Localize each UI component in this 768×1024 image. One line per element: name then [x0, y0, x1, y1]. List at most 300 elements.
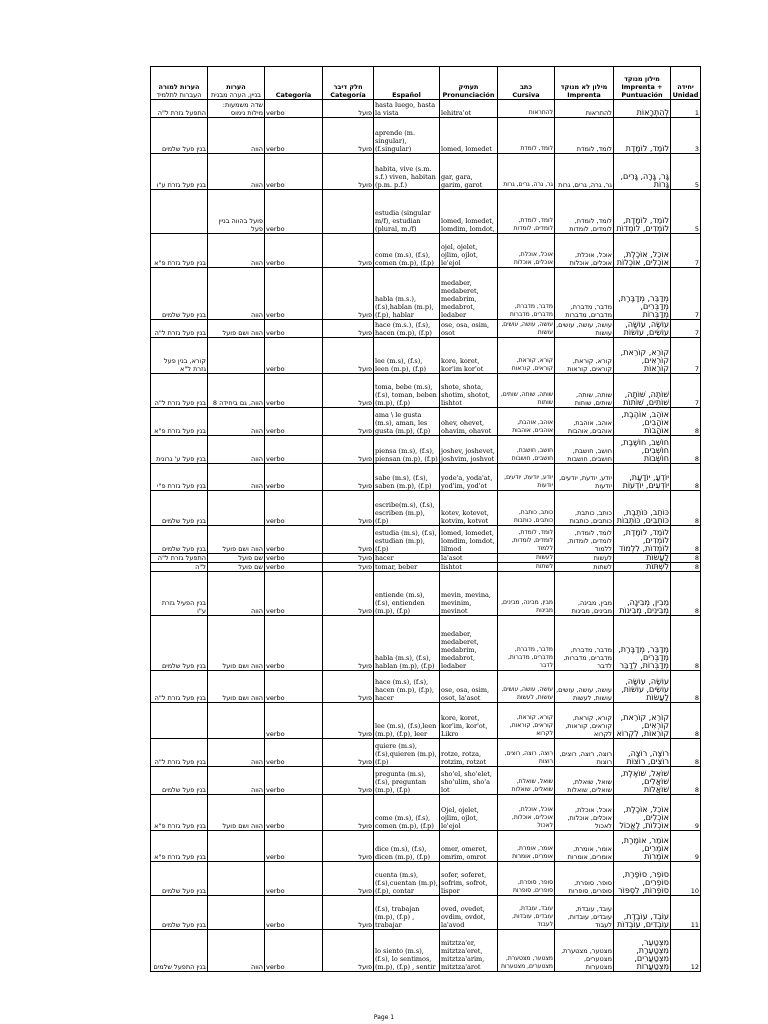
cell-pronunciation: shote, shota, shotim, shotot, lishtot: [440, 374, 498, 408]
cell-cursive: להתראות: [498, 100, 555, 118]
cell-cursive: חושב, חושבת, חושבים, חושבות: [498, 436, 555, 464]
cell-pronunciation: yode'a, yoda'at, yod'im, yod'ot: [440, 464, 498, 491]
cell-cursive: מצטער, מצטערת, מצטערים, מצטערות: [498, 930, 555, 972]
cell-notes2: הווה: [208, 739, 265, 767]
cell-cursive: מדבר, מדברת, מדברים, מדברות, לדבר: [498, 616, 555, 671]
cell-pronunciation: rotze, rotza, rotzim, rotzot: [440, 739, 498, 767]
cell-category: verbo: [265, 320, 323, 338]
cell-category: verbo: [265, 464, 323, 491]
cell-imprenta: לומד, לומדת, לומדים, לומדות, ללמוד: [555, 526, 614, 554]
cell-pronunciation: medaber, medaberet, medabrim, medabrot, ledaber: [440, 268, 498, 320]
cell-category: verbo: [265, 563, 323, 572]
cell-notes2: הווה: [208, 268, 265, 320]
table-row: [151, 671, 701, 703]
cell-pos: פועל: [323, 268, 374, 320]
cell-cursive: עובד, עובדת, עובדים, עובדות, לעבוד: [498, 896, 555, 930]
table-row: [151, 338, 701, 374]
table-row: [151, 795, 701, 831]
cell-spanish: pregunta (m.s), (f.s), preguntan (m.p), (f.p): [374, 767, 440, 795]
cell-notes2: פועל בהווה בניין פעל: [208, 190, 265, 234]
cell-category: verbo: [265, 190, 323, 234]
cell-notes: בנין פעל שלמים: [151, 526, 208, 554]
cell-spanish: come (m.s), (f.s), comen (m.p), (f.p): [374, 795, 440, 831]
cell-pos: פועל: [323, 739, 374, 767]
cell-spanish: cuenta (m.s), (f.s),cuentan (m.p), (f.p), contar: [374, 862, 440, 896]
table-row: [151, 374, 701, 408]
cell-puntuacion: לוֹמֵד, לוֹמֶדֶת, לוֹמְדִים, לוֹמְדוֹת, לִלְמוֹד: [614, 526, 671, 554]
cell-puntuacion: גָּר, גָּרָה, גָּרִים, גָּרוֹת: [614, 154, 671, 190]
cell-imprenta: כותב, כותבת, כותבים, כותבות: [555, 491, 614, 526]
cell-imprenta: אוכל, אוכלת, אוכלים, אוכלות: [555, 234, 614, 268]
cell-pos: פועל: [323, 491, 374, 526]
cell-pronunciation: omer, omeret, omrim, omrot: [440, 831, 498, 862]
cell-spanish: estudia (m.s), (f.s), estudian (m.p), (f.p): [374, 526, 440, 554]
cell-cursive: לומד, לומדת, לומדים, לומדות, ללמוד: [498, 526, 555, 554]
cell-notes: בנין פעל גזרת פ"א: [151, 408, 208, 436]
cell-unidad: 7: [671, 234, 701, 268]
table-row: [151, 616, 701, 671]
cell-notes2: הווה ושם פועל: [208, 526, 265, 554]
cell-imprenta: עובד, עובדת, עובדים, עובדות, לעבוד: [555, 896, 614, 930]
cell-notes: בנין פעל גזרת ע"ו: [151, 154, 208, 190]
cell-cursive: קורא, קוראת, קוראים, קוראות, לקרוא: [498, 703, 555, 739]
cell-pronunciation: joshev, joshevet, joshvim, joshvot: [440, 436, 498, 464]
cell-puntuacion: אוֹמֵר, אוֹמֶרֶת, אוֹמְרִים, אוֹמְרוֹת: [614, 831, 671, 862]
cell-unidad: 5: [671, 190, 701, 234]
cell-notes: בנין פעל ע' גרונית: [151, 436, 208, 464]
cell-category: verbo: [265, 671, 323, 703]
cell-spanish: hacer: [374, 554, 440, 563]
cell-pronunciation: lehitra'ot: [440, 100, 498, 118]
cell-pronunciation: oved, ovedet, ovdim, ovdot, la'avod: [440, 896, 498, 930]
table-row: [151, 320, 701, 338]
cell-notes2: הווה: [208, 408, 265, 436]
cell-puntuacion: אוֹכֵל, אוֹכֶלֶת, אוֹכְלִים, אוֹכְלוֹת, לֶאֱכוֹל: [614, 795, 671, 831]
cell-category: verbo: [265, 154, 323, 190]
cell-imprenta: שותה, שותה, שותים, שותות: [555, 374, 614, 408]
cell-unidad: 8: [671, 563, 701, 572]
cell-unidad: 9: [671, 831, 701, 862]
cell-category: verbo: [265, 268, 323, 320]
cell-category: verbo: [265, 374, 323, 408]
cell-category: verbo: [265, 491, 323, 526]
cell-notes2: הווה, גם ביחידה 8: [208, 374, 265, 408]
cell-pronunciation: kore, koret, kor'im kor'ot: [440, 338, 498, 374]
cell-notes2: שדה משמעות: מילות נימוס: [208, 100, 265, 118]
cell-unidad: 9: [671, 795, 701, 831]
cell-cursive: שותה, שותה, שותים, שותות: [498, 374, 555, 408]
cell-category: verbo: [265, 526, 323, 554]
cell-puntuacion: מְדַבֵּר, מְדַבֶּרֶת, מְדַבְּרִים, מְדַבְּרוֹת, לְדַבֵּר: [614, 616, 671, 671]
cell-category: verbo: [265, 862, 323, 896]
cell-imprenta: גר, גרה, גרים, גרות: [555, 154, 614, 190]
cell-unidad: 7: [671, 320, 701, 338]
table-row: [151, 154, 701, 190]
cell-spanish: quiere (m.s), (f.s),quieren (m.p), (f.p): [374, 739, 440, 767]
cell-spanish: (f.s), trabajan (m.p), (f.p) , trabajar: [374, 896, 440, 930]
cell-spanish: dice (m.s), (f.s), dicen (m.p), (f.p): [374, 831, 440, 862]
cell-notes2: הווה: [208, 436, 265, 464]
cell-unidad: 7: [671, 338, 701, 374]
cell-unidad: 5: [671, 154, 701, 190]
cell-spanish: lee (m.s), (f.s), leen (m.p), (f.p): [374, 338, 440, 374]
cell-notes2: הווה: [208, 118, 265, 154]
page-footer: Page 1: [373, 1014, 395, 1021]
table-row: [151, 862, 701, 896]
cell-puntuacion: עוֹבֵד, עוֹבֶדֶת, עוֹבְדִים, עוֹבְדוֹת: [614, 896, 671, 930]
cell-spanish: aprende (m. singular), (f.singular): [374, 118, 440, 154]
cell-unidad: 8: [671, 491, 701, 526]
cell-category: verbo: [265, 831, 323, 862]
cell-pos: פועל: [323, 554, 374, 563]
cell-pos: [323, 190, 374, 234]
cell-puntuacion: כּוֹתֵב, כּוֹתֶבֶת, כּוֹתְבִים, כּוֹתְבוֹת: [614, 491, 671, 526]
table-row: [151, 234, 701, 268]
cell-category: verbo: [265, 896, 323, 930]
cell-imprenta: מדבר, מדברת, מדברים, מדברות, לדבר: [555, 616, 614, 671]
cell-category: verbo: [265, 118, 323, 154]
cell-spanish: estudia (singular m/f), estudian (plural, m./f): [374, 190, 440, 234]
cell-pronunciation: Ojel, ojelet, ojlim, ojlot, le'ejol: [440, 795, 498, 831]
cell-spanish: lee (m.s), (f.s),leen (m.p), (f.p), leer: [374, 703, 440, 739]
cell-puntuacion: שׁוֹתֶה, שׁוֹתָה, שׁוֹתִים, שׁוֹתוֹת: [614, 374, 671, 408]
cell-cursive: סופר, סופרת, סופרים, סופרות: [498, 862, 555, 896]
cell-unidad: 10: [671, 862, 701, 896]
cell-pos: פועל: [323, 234, 374, 268]
cell-notes2: הווה ושם פועל: [208, 795, 265, 831]
table-row: [151, 739, 701, 767]
cell-spanish: tomar, beber: [374, 563, 440, 572]
cell-unidad: 8: [671, 526, 701, 554]
cell-imprenta: שואל, שואלת, שואלים, שואלות: [555, 767, 614, 795]
cell-notes2: הווה: [208, 234, 265, 268]
cell-pos: פועל: [323, 154, 374, 190]
cell-spanish: come (m.s), (f.s), comen (m.p), (f.p): [374, 234, 440, 268]
header-unidad: יחידה Unidad: [671, 67, 701, 100]
cell-spanish: ama \ le gusta (m.s), aman, les gusta (m.p), (f.p): [374, 408, 440, 436]
cell-category: verbo: [265, 572, 323, 616]
cell-unidad: 12: [671, 930, 701, 972]
cell-pronunciation: sho'el, sho'elet, sho'ulim, sho'a lot: [440, 767, 498, 795]
cell-pos: פועל: [323, 896, 374, 930]
cell-spanish: piensa (m.s), (f.s), piensan (m.p), (f.p): [374, 436, 440, 464]
cell-category: verbo: [265, 739, 323, 767]
cell-category: verbo: [265, 554, 323, 563]
cell-imprenta: מצטער, מצטערת, מצטערים, מצטערות: [555, 930, 614, 972]
cell-pronunciation: ose, osa, osim, osot: [440, 320, 498, 338]
cell-unidad: 8: [671, 464, 701, 491]
cell-pronunciation: ojel, ojelet, ojlim, ojlot, le'ejol: [440, 234, 498, 268]
table-row: [151, 268, 701, 320]
cell-puntuacion: קוֹרֵא, קוֹרֵאת, קוֹרְאִים, קוֹרְאוֹת, לִקְרוֹא: [614, 703, 671, 739]
cell-notes: בנין פעל שלמים: [151, 268, 208, 320]
cell-puntuacion: מְדַבֵּר, מְדַבֶּרֶת, מְדַבְּרִים, מְדַבְּרוֹת: [614, 268, 671, 320]
cell-puntuacion: שׁוֹאֵל, שׁוֹאֶלֶת, שׁוֹאֲלִים, שׁוֹאֲלוֹת: [614, 767, 671, 795]
cell-puntuacion: לְהִתְרָאוֹת: [614, 100, 671, 118]
cell-unidad: 8: [671, 739, 701, 767]
header-category: Categoría: [265, 67, 323, 100]
cell-notes2: [208, 338, 265, 374]
cell-pronunciation: medaber, medaberet, medabrim, medabrot, ledaber: [440, 616, 498, 671]
cell-notes2: [208, 862, 265, 896]
cell-unidad: 11: [671, 896, 701, 930]
cell-cursive: כותב, כותבת, כותבים, כותבות: [498, 491, 555, 526]
cell-category: verbo: [265, 338, 323, 374]
cell-unidad: 8: [671, 703, 701, 739]
cell-unidad: 1: [671, 100, 701, 118]
cell-spanish: lo siento (m.s), (f.s), lo sentimos, (m.p), (f.p) , sentir: [374, 930, 440, 972]
cell-cursive: אוהב, אוהבת, אוהבים, אוהבות: [498, 408, 555, 436]
cell-notes: התפעל גזרת ל"ה: [151, 100, 208, 118]
cell-pos: פועל: [323, 338, 374, 374]
cell-notes: ל"ה: [151, 563, 208, 572]
cell-puntuacion: קוֹרֵא, קוֹרֵאת, קוֹרְאִים, קוֹרְאוֹת: [614, 338, 671, 374]
cell-pronunciation: ohev, ohevet, ohavim, ohavot: [440, 408, 498, 436]
cell-imprenta: רוצה, רוצה, רוצים, רוצות: [555, 739, 614, 767]
cell-cursive: לומד, לומדת, לומדים, לומדות: [498, 190, 555, 234]
cell-pos: פועל: [323, 767, 374, 795]
cell-pronunciation: ose, osa, osim, osot, la'asot: [440, 671, 498, 703]
cell-pos: פועל: [323, 862, 374, 896]
cell-pos: פועל: [323, 703, 374, 739]
cell-notes2: הווה: [208, 464, 265, 491]
cell-unidad: 8: [671, 408, 701, 436]
cell-spanish: hasta luego, hasta la vista: [374, 100, 440, 118]
table-row: [151, 436, 701, 464]
cell-puntuacion: חוֹשֵׁב, חוֹשֶׁבֶת, חוֹשְׁבִים, חוֹשְׁבוֹת: [614, 436, 671, 464]
cell-imprenta: סופר, סופרת, סופרים, סופרות: [555, 862, 614, 896]
cell-pos: פועל: [323, 572, 374, 616]
cell-notes: [151, 190, 208, 234]
cell-spanish: hace (m.s.), (f.s), hacen (m.p), (f.p): [374, 320, 440, 338]
cell-imprenta: אוכל, אוכלת, אוכלים, אוכלות, לאכול: [555, 795, 614, 831]
cell-notes: בנין פעל גזרת פ"א: [151, 795, 208, 831]
table-row: [151, 464, 701, 491]
cell-pos: פועל: [323, 563, 374, 572]
cell-puntuacion: יוֹדֵעַ, יוֹדַעַת, יוֹדְעִים, יוֹדְעוֹת: [614, 464, 671, 491]
cell-spanish: sabe (m.s), (f.s), saben (m.p), (f.p): [374, 464, 440, 491]
cell-notes2: [208, 896, 265, 930]
cell-pronunciation: lomed, lomedet, lomdim, lomdot,: [440, 190, 498, 234]
cell-imprenta: להתראות: [555, 100, 614, 118]
cell-puntuacion: אוֹהֵב, אוֹהֶבֶת, אוֹהֲבִים, אוֹהֲבוֹת: [614, 408, 671, 436]
cell-pos: פועל: [323, 831, 374, 862]
cell-puntuacion: מִצְטַעֵר, מִצְטַעֶרֶת, מִצְטַעֲרִים, מִצְטַעֲרוֹת: [614, 930, 671, 972]
cell-notes: בנין הפעיל גזרת ע"ו: [151, 572, 208, 616]
cell-unidad: 8: [671, 436, 701, 464]
cell-puntuacion: עוֹשֶׂה, עוֹשָׂה, עוֹשִׂים, עוֹשׂוֹת: [614, 320, 671, 338]
cell-cursive: לומד, לומדת: [498, 118, 555, 154]
table-row: [151, 491, 701, 526]
cell-pronunciation: mevin, mevina, mevinim, mevinot: [440, 572, 498, 616]
cell-pronunciation: lomed, lomedet, lomdim, lomdot, lilmod: [440, 526, 498, 554]
table-row: [151, 930, 701, 972]
header-puntuacion: מילון מנוקד Imprenta + Puntuación: [614, 67, 671, 100]
cell-unidad: 8: [671, 767, 701, 795]
cell-notes: בנין פעל גזרת פ"י: [151, 464, 208, 491]
table-body: [151, 100, 701, 972]
cell-unidad: 7: [671, 374, 701, 408]
cell-pos: פועל: [323, 671, 374, 703]
vocabulary-table: [150, 66, 701, 972]
cell-pos: פועל: [323, 374, 374, 408]
cell-notes2: הווה ושם פועל: [208, 671, 265, 703]
cell-imprenta: אוהב, אוהבת, אוהבים, אוהבות: [555, 408, 614, 436]
cell-pos: פועל: [323, 616, 374, 671]
cell-notes: התפעל גזרת ל"ה: [151, 554, 208, 563]
cell-spanish: habla (m.s.), (f.s),hablan (m.p), (f.p), hablar: [374, 268, 440, 320]
cell-spanish: toma, bebe (m.s), (f.s), toman, beben (m.p), (f.p): [374, 374, 440, 408]
cell-cursive: אוכל, אוכלת, אוכלים, אוכלות: [498, 234, 555, 268]
table-row: [151, 118, 701, 154]
header-pos: חלק דיבר Categoría: [323, 67, 374, 100]
cell-cursive: עושה, עושה, עושים, עושות: [498, 320, 555, 338]
cell-pos: פועל: [323, 118, 374, 154]
cell-imprenta: מדבר, מדברת, מדברים, מדברות: [555, 268, 614, 320]
cell-notes2: שם פועל: [208, 563, 265, 572]
cell-pos: פועל: [323, 320, 374, 338]
cell-cursive: לעשות: [498, 554, 555, 563]
table-row: [151, 831, 701, 862]
cell-pronunciation: lishtot: [440, 563, 498, 572]
cell-notes2: [208, 491, 265, 526]
table-row: [151, 563, 701, 572]
cell-notes2: הווה: [208, 572, 265, 616]
cell-imprenta: עושה, עושה, עושים, עושות, לעשות: [555, 671, 614, 703]
cell-imprenta: מבין, מבינה, מבינים, מבינות: [555, 572, 614, 616]
cell-notes: בנין פעל גזרת פ"א: [151, 831, 208, 862]
cell-imprenta: עושה, עושה, עושים, עושות: [556, 321, 612, 337]
cell-pronunciation: kotev, kotevet, kotvim, kotvot: [440, 491, 498, 526]
cell-pos: פועל: [323, 408, 374, 436]
table-row: [151, 703, 701, 739]
cell-spanish: entiende (m.s), (f.s), entienden (m.p), (f.p): [374, 572, 440, 616]
cell-notes2: שם פועל: [208, 554, 265, 563]
cell-spanish: habita, vive (s.m. s.f.) viven, habitan (p.m. p.f.): [374, 154, 440, 190]
cell-puntuacion: לוֹמֵד, לוֹמֶדֶת: [614, 118, 671, 154]
cell-notes: בנין פעל שלמים: [151, 767, 208, 795]
cell-cursive: עושה, עושה, עושים, עושות, לעשות: [498, 671, 555, 703]
cell-puntuacion: אוֹכֵל, אוֹכֶלֶת, אוֹכְלִים, אוֹכְלוֹת: [614, 234, 671, 268]
header-pronunciation: תעתיק Pronunciación: [440, 67, 498, 100]
cell-puntuacion: לַעֲשׂוֹת: [614, 554, 671, 563]
cell-pronunciation: gar, gara, garim, garot: [440, 154, 498, 190]
cell-notes2: הווה: [208, 154, 265, 190]
cell-cursive: אוכל, אוכלת, אוכלים, אוכלות, לאכול: [498, 795, 555, 831]
cell-unidad: 8: [671, 554, 701, 563]
table-row: [151, 408, 701, 436]
cell-pos: פועל: [323, 464, 374, 491]
cell-puntuacion: רוֹצֶה, רוֹצָה, רוֹצִים, רוֹצוֹת: [614, 739, 671, 767]
cell-unidad: 8: [671, 671, 701, 703]
cell-cursive: רוצה, רוצה, רוצים, רוצות: [498, 739, 555, 767]
cell-pos: פועל: [323, 930, 374, 972]
cell-notes2: הווה ושם פועל: [208, 616, 265, 671]
cell-pronunciation: sofer, soferet, sofrim, sofrot, lispor: [440, 862, 498, 896]
header-spanish: Español: [374, 67, 440, 100]
cell-puntuacion: סוֹפֵר, סוֹפֶרֶת, סוֹפְרִים, סוֹפְרוֹת, לִסְפּוֹר: [614, 862, 671, 896]
cell-notes: בנין פעל שלמים: [151, 118, 208, 154]
cell-imprenta: לומד, לומדת: [555, 118, 614, 154]
table-row: [151, 572, 701, 616]
cell-notes2: הווה: [208, 930, 265, 972]
cell-category: verbo: [265, 767, 323, 795]
table-header-row: [151, 67, 701, 100]
cell-imprenta: קורא, קוראת, קוראים, קוראות, לקרוא: [555, 703, 614, 739]
cell-category: verbo: [265, 795, 323, 831]
cell-category: verbo: [265, 100, 323, 118]
cell-spanish: hace (m.s), (f.s), hacen (m.p), (f.p), hacer: [374, 671, 440, 703]
cell-notes: בנין פעל שלמים: [151, 862, 208, 896]
header-imprenta: מילון לא מנוקד Imprenta: [555, 67, 614, 100]
header-cursive: כתב Cursiva: [498, 67, 555, 100]
cell-imprenta: לעשות: [555, 554, 614, 563]
cell-spanish: habla (m.s), (f.s), hablan (m.p), (f.p): [374, 616, 440, 671]
table-row: [151, 190, 701, 234]
cell-pos: פועל: [323, 795, 374, 831]
cell-category: verbo: [265, 703, 323, 739]
cell-category: verbo: [265, 616, 323, 671]
cell-cursive: קורא, קוראת, קוראים, קוראות: [498, 338, 555, 374]
cell-puntuacion: לִשְׁתּוֹת: [614, 563, 671, 572]
cell-category: verbo: [265, 234, 323, 268]
table-row: [151, 896, 701, 930]
cell-cursive: גר, גרה, גרים, גרות: [498, 154, 555, 190]
cell-imprenta: יודע, יודעת, יודעים, יודעות: [555, 464, 614, 491]
table-row: [151, 526, 701, 554]
cell-notes2: הווה ושם פועל: [208, 320, 265, 338]
cell-cursive: אומר, אומרת, אומרים, אומרות: [498, 831, 555, 862]
header-notes2: הערות בניין, הערה מבנית: [208, 67, 265, 100]
cell-puntuacion: מֵבִין, מְבִינָה, מְבִינִים, מְבִינוֹת: [614, 572, 671, 616]
cell-unidad: 3: [671, 118, 701, 154]
cell-imprenta: לומד, לומדת, לומדים, לומדות: [555, 190, 614, 234]
cell-notes: בנין פעל שלמים: [151, 616, 208, 671]
cell-notes: קורא, בנין פעל גזרת ל"א: [151, 338, 208, 374]
cell-notes2: הווה: [208, 767, 265, 795]
cell-category: verbo: [265, 930, 323, 972]
table-row: [151, 100, 701, 118]
table-row: [151, 554, 701, 563]
cell-notes2: [208, 703, 265, 739]
table-row: [151, 767, 701, 795]
cell-pronunciation: lomed, lomedet: [440, 118, 498, 154]
cell-notes2: [208, 831, 265, 862]
cell-cursive: יודע, יודעת, יודעים, יודעות: [498, 464, 555, 491]
cell-unidad: 8: [671, 572, 701, 616]
cell-notes: בנין פעל גזרת ל"ה: [151, 374, 208, 408]
header-notes: הערות למורה העברות לתלמיד: [151, 67, 208, 100]
cell-cursive: שואל, שואלת, שואלים, שואלות: [498, 767, 555, 795]
cell-puntuacion: לוֹמֵד, לוֹמֶדֶת, לוֹמְדִים, לוֹמְדוֹת: [614, 190, 671, 234]
cell-cursive: מדבר, מדברת, מדברים, מדברות: [498, 268, 555, 320]
cell-notes: בנין פעל שלמים: [151, 896, 208, 930]
cell-pos: פועל: [323, 436, 374, 464]
cell-pos: פועל: [323, 100, 374, 118]
cell-notes: בנין פעל גזרת ל"ה: [151, 320, 208, 338]
cell-notes: בנין פעל גזרת ל"ה: [151, 739, 208, 767]
cell-pronunciation: kore, koret, kor'im, kor'ot, Likro: [440, 703, 498, 739]
cell-pos: פועל: [323, 526, 374, 554]
cell-cursive: מבין, מבינה, מבינים, מבינות: [498, 572, 555, 616]
cell-notes: [151, 703, 208, 739]
cell-unidad: 8: [671, 616, 701, 671]
cell-notes: בנין פעל גזרת ל"ה: [151, 671, 208, 703]
cell-imprenta: לשתות: [555, 563, 614, 572]
cell-notes: בנין פעל שלמים: [151, 491, 208, 526]
cell-unidad: 7: [671, 268, 701, 320]
cell-notes: בנין התפעל שלמים: [151, 930, 208, 972]
